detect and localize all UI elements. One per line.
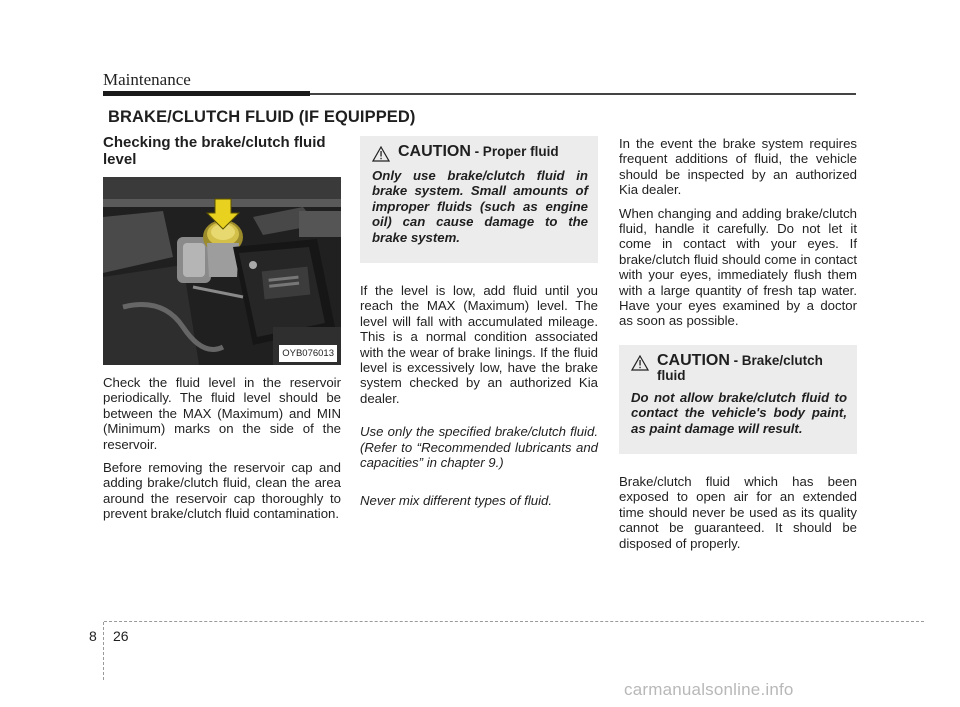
image-code-label: OYB076013 xyxy=(279,345,337,362)
warning-triangle-icon xyxy=(372,146,390,162)
watermark: carmanualsonline.info xyxy=(624,680,794,699)
paragraph: When changing and adding brake/clutch fluid, handle it carefully. Do not let it come in contact with your eyes. If brake/clutch fluid should come in contact with your eyes, immediately flush them with a large quantity of fresh tap water. Have your eyes examined by a doctor as soon as possible. xyxy=(619,205,857,329)
caution-label: CAUTION xyxy=(657,351,730,369)
footer-vertical-rule xyxy=(103,622,104,680)
column-right xyxy=(619,136,857,559)
paragraph: In the event the brake system requires frequent additions of fluid, the vehicle should be inspected by an authorized Kia dealer. xyxy=(619,136,857,198)
chapter-number: 8 xyxy=(89,628,97,644)
page-number: 26 xyxy=(113,628,129,644)
paragraph: Before removing the reservoir cap and adding brake/clutch fluid, clean the area around the reservoir cap thoroughly to prevent brake/clutch fluid contamination. xyxy=(103,460,341,522)
engine-bay-illustration xyxy=(103,177,341,365)
caution-label: CAUTION xyxy=(398,143,471,160)
caution-subtitle: - Brake/clutch fluid xyxy=(657,352,823,384)
caution-box-brake-clutch-fluid xyxy=(619,345,857,454)
column-left xyxy=(103,134,341,530)
caution-text: Only use brake/clutch fluid in brake system. Small amounts of improper fluids (such as engine oil) can cause damage to the brake system. xyxy=(372,168,588,245)
header-rule-thin xyxy=(310,93,856,95)
italic-note: Never mix different types of fluid. xyxy=(360,492,553,508)
paragraph: If the level is low, add fluid until you reach the MAX (Maximum) level. The level will fall with accumulated mileage. This is a normal condition associated with the wear of brake linings. If the fluid level is excessively low, have the brake system checked by an authorized Kia dealer. xyxy=(360,283,598,406)
footer-rule xyxy=(104,621,924,622)
paragraph: Check the fluid level in the reservoir periodically. The fluid level should be between the MAX (Maximum) and MIN (Minimum) marks on the side of the reservoir. xyxy=(103,375,341,452)
caution-subtitle: - Proper fluid xyxy=(474,144,559,159)
caution-box-proper-fluid xyxy=(360,136,598,263)
header-rule-thick xyxy=(103,91,310,96)
italic-note: Use only the specified brake/clutch fluid. (Refer to “Recommended lubricants and capacities” in chapter 9.) xyxy=(360,424,598,471)
column-middle xyxy=(360,136,598,516)
engine-bay-photo xyxy=(103,177,341,365)
caution-text: Do not allow brake/clutch fluid to contact the vehicle's body paint, as paint damage will result. xyxy=(631,389,847,436)
paragraph: Brake/clutch fluid which has been exposed to open air for an extended time should never be used as its quality cannot be guaranteed. It should be disposed of properly. xyxy=(619,473,857,551)
subheading: Checking the brake/clutch fluid level xyxy=(103,134,326,168)
warning-triangle-icon xyxy=(631,355,649,371)
header-title: Maintenance xyxy=(103,70,191,89)
section-title: BRAKE/CLUTCH FLUID (IF EQUIPPED) xyxy=(108,108,416,126)
